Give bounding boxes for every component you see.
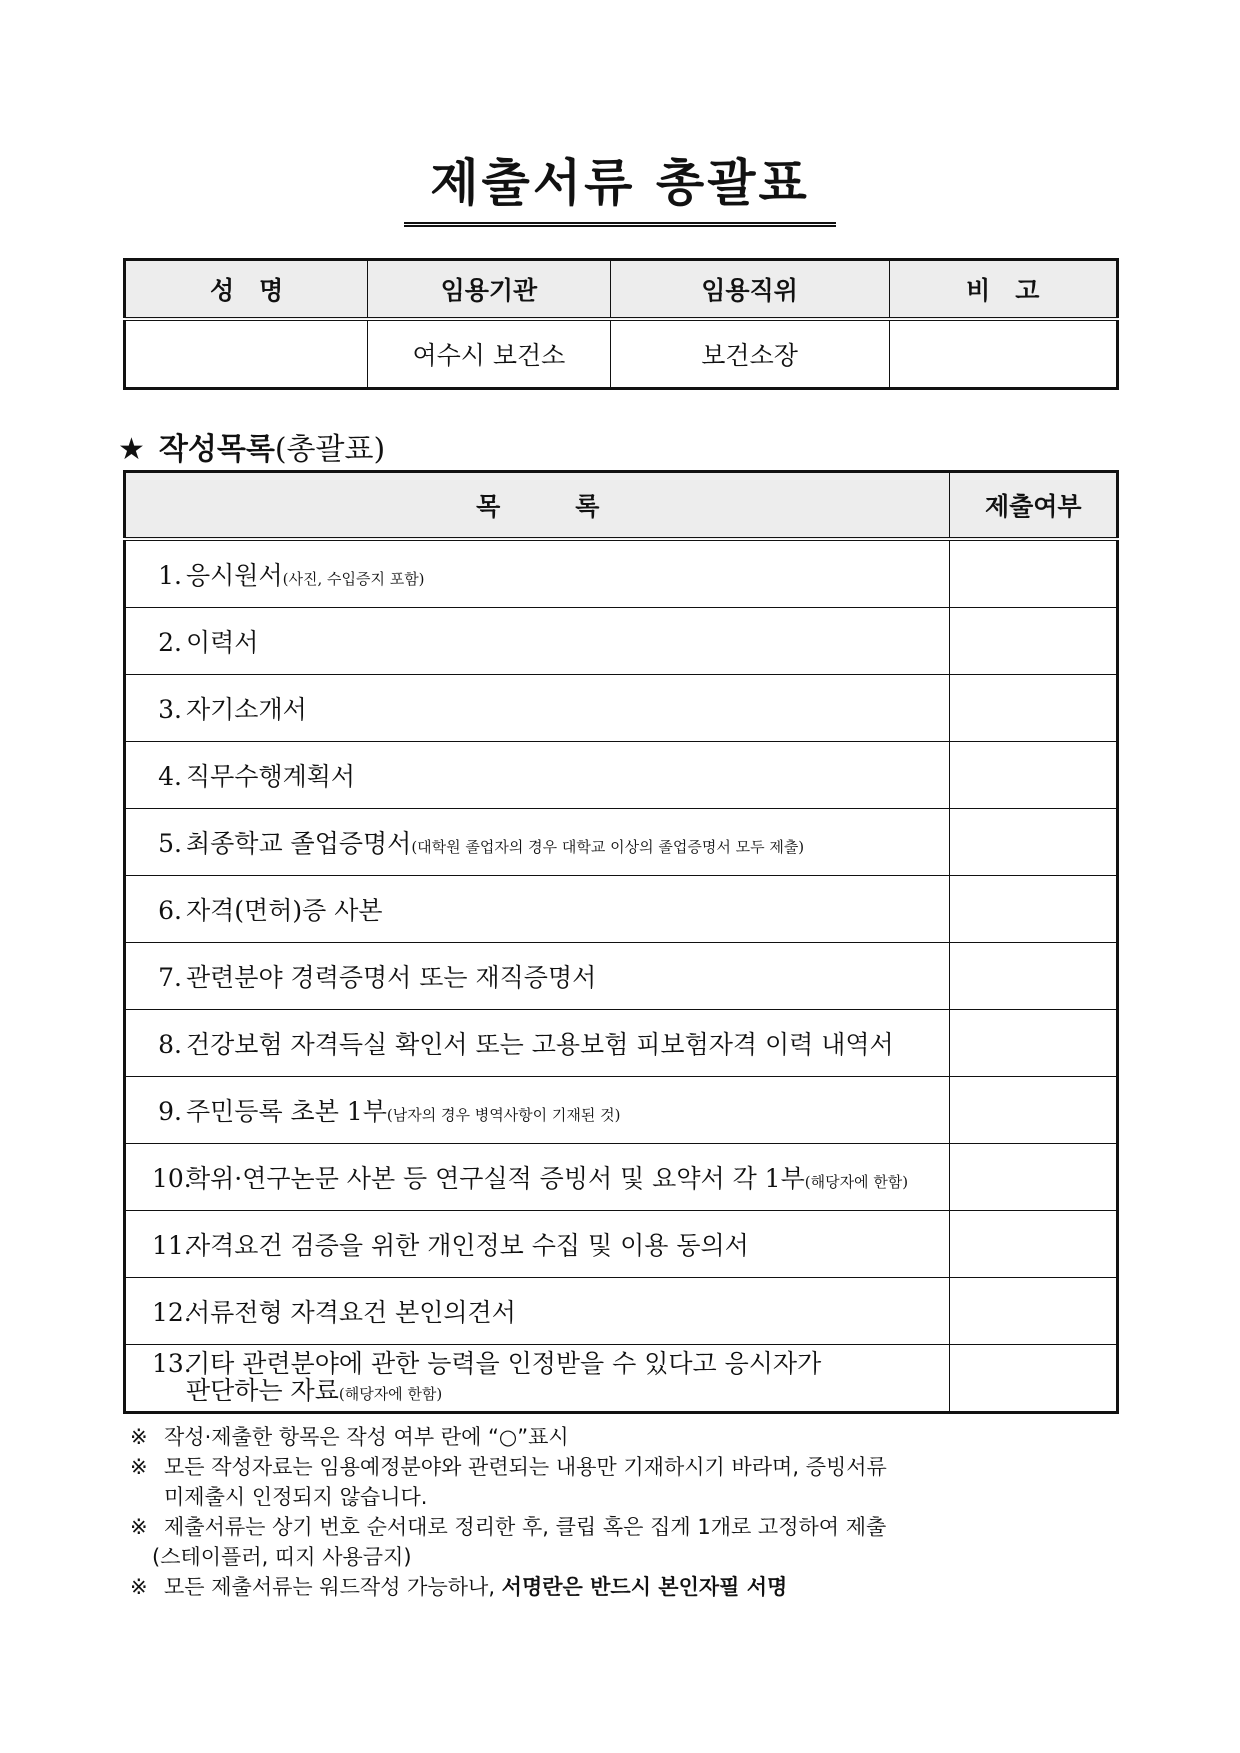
list-item: 12.서류전형 자격요건 본인의견서 <box>125 1278 950 1345</box>
notes-section <box>130 1422 1130 1602</box>
header-list: 목 록 <box>125 472 950 540</box>
info-data-row <box>125 319 1118 389</box>
table-row <box>125 608 1118 675</box>
section-heading <box>118 424 385 468</box>
submitted-cell[interactable] <box>950 1345 1118 1413</box>
document-list-table <box>123 470 1119 1414</box>
submitted-cell[interactable] <box>950 1144 1118 1211</box>
table-row <box>125 1144 1118 1211</box>
reference-mark-icon: ※ <box>130 1575 148 1599</box>
submitted-cell[interactable] <box>950 943 1118 1010</box>
list-item: 2. 이력서 <box>125 608 950 675</box>
list-item: 9. 주민등록 초본 1부(남자의 경우 병역사항이 기재된 것) <box>125 1077 950 1144</box>
table-row <box>125 1010 1118 1077</box>
list-item: 3. 자기소개서 <box>125 675 950 742</box>
table-row <box>125 1345 1118 1413</box>
submitted-cell[interactable] <box>950 675 1118 742</box>
submitted-cell[interactable] <box>950 742 1118 809</box>
remarks-cell[interactable] <box>889 319 1117 389</box>
submitted-cell[interactable] <box>950 876 1118 943</box>
reference-mark-icon: ※ <box>130 1425 148 1449</box>
note-item: ※ 제출서류는 상기 번호 순서대로 정리한 후, 클립 혹은 집게 1개로 고정하여 제출 (스테이플러, 띠지 사용금지) <box>130 1512 1130 1572</box>
note-item: ※ 모든 작성자료는 임용예정분야와 관련되는 내용만 기재하시기 바라며, 증빙서류 미제출시 인정되지 않습니다. <box>130 1452 1130 1512</box>
table-row <box>125 675 1118 742</box>
header-agency: 임용기관 <box>368 260 610 320</box>
position-cell: 보건소장 <box>610 319 889 389</box>
reference-mark-icon: ※ <box>130 1515 148 1539</box>
page-title: 제출서류 총괄표 <box>404 158 836 227</box>
table-row <box>125 943 1118 1010</box>
table-row <box>125 742 1118 809</box>
submitted-cell[interactable] <box>950 1278 1118 1345</box>
list-item: 4. 직무수행계획서 <box>125 742 950 809</box>
star-icon: ★ <box>118 432 145 467</box>
name-cell[interactable] <box>125 319 368 389</box>
header-submitted: 제출여부 <box>950 472 1118 540</box>
submitted-cell[interactable] <box>950 809 1118 876</box>
submitted-cell[interactable] <box>950 608 1118 675</box>
table-row <box>125 539 1118 608</box>
signature-requirement: 서명란은 반드시 본인자필 서명 <box>501 1575 788 1599</box>
list-item: 11.자격요건 검증을 위한 개인정보 수집 및 이용 동의서 <box>125 1211 950 1278</box>
table-row <box>125 1278 1118 1345</box>
table-row <box>125 809 1118 876</box>
section-label: 작성목록 <box>158 432 275 467</box>
table-row <box>125 1211 1118 1278</box>
list-item: 1. 응시원서(사진, 수입증지 포함) <box>125 539 950 608</box>
submitted-cell[interactable] <box>950 1010 1118 1077</box>
header-name: 성 명 <box>125 260 368 320</box>
page-title-wrap <box>0 154 1240 227</box>
agency-cell: 여수시 보건소 <box>368 319 610 389</box>
list-item: 5. 최종학교 졸업증명서(대학원 졸업자의 경우 대학교 이상의 졸업증명서 모두 제출) <box>125 809 950 876</box>
list-item: 6. 자격(면허)증 사본 <box>125 876 950 943</box>
submitted-cell[interactable] <box>950 1077 1118 1144</box>
header-remarks: 비 고 <box>889 260 1117 320</box>
table-row <box>125 1077 1118 1144</box>
list-item: 7. 관련분야 경력증명서 또는 재직증명서 <box>125 943 950 1010</box>
note-item: ※ 작성·제출한 항목은 작성 여부 란에 “○”표시 <box>130 1422 1130 1452</box>
list-header-row <box>125 472 1118 540</box>
list-item: 10.학위·연구논문 사본 등 연구실적 증빙서 및 요약서 각 1부(해당자에 한함) <box>125 1144 950 1211</box>
submitted-cell[interactable] <box>950 539 1118 608</box>
list-item: 8. 건강보험 자격득실 확인서 또는 고용보험 피보험자격 이력 내역서 <box>125 1010 950 1077</box>
applicant-info-table <box>123 258 1119 390</box>
reference-mark-icon: ※ <box>130 1455 148 1479</box>
header-position: 임용직위 <box>610 260 889 320</box>
submitted-cell[interactable] <box>950 1211 1118 1278</box>
note-item: ※ 모든 제출서류는 워드작성 가능하나, 서명란은 반드시 본인자필 서명 <box>130 1572 1130 1602</box>
section-paren: (총괄표) <box>274 432 386 467</box>
table-row <box>125 876 1118 943</box>
info-header-row <box>125 260 1118 320</box>
list-item: 13.기타 관련분야에 관한 능력을 인정받을 수 있다고 응시자가 판단하는 자료(해당자에 한함) <box>125 1345 950 1413</box>
